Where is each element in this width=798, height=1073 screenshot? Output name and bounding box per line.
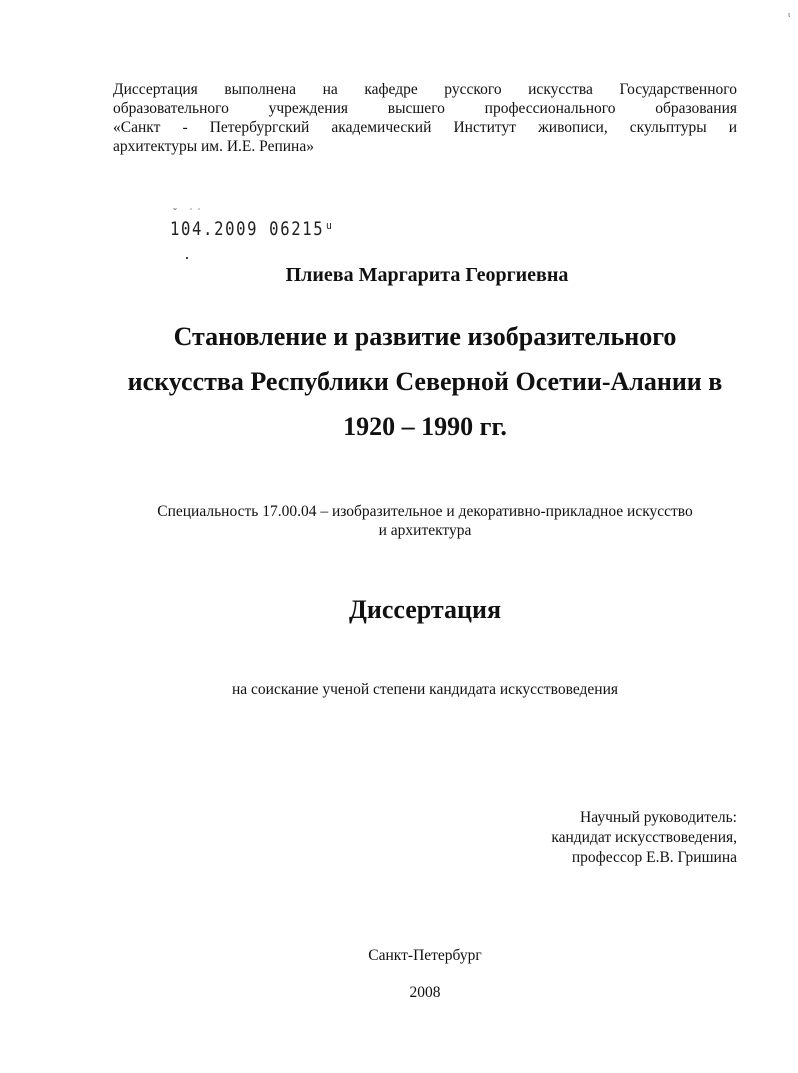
speciality xyxy=(100,502,750,540)
institution-line: архитектуры им. И.Е. Репина» xyxy=(113,138,314,155)
stray-dot xyxy=(186,257,188,259)
document-type: Диссертация xyxy=(348,595,502,624)
supervisor-line: кандидат искусствоведения, xyxy=(551,829,737,846)
inventory-stamp-mark: ᵘ xyxy=(324,218,336,240)
year: 2008 xyxy=(409,984,441,1001)
scan-corner-mark: ι xyxy=(788,10,791,19)
title-line: 1920 – 1990 гг. xyxy=(343,412,507,441)
speciality-line: и архитектура xyxy=(378,522,472,539)
title-line: Становление и развитие изобразительного xyxy=(173,322,677,351)
institution-line: «Санкт - Петербургский академический Институт живописи, скульптуры и xyxy=(113,119,737,136)
inventory-stamp xyxy=(170,218,335,240)
stamp-dots: ˘ ˙˙ xyxy=(172,208,205,219)
institution-line: образовательного учреждения высшего профессионального образования xyxy=(113,100,737,117)
speciality-line: Специальность 17.00.04 – изобразительное и декоративно-прикладное искусство xyxy=(157,503,693,520)
title-line: искусства Республики Северной Осетии-Алании в xyxy=(127,367,723,396)
dissertation-title xyxy=(100,314,750,449)
supervisor-block xyxy=(440,808,737,868)
supervisor-line: профессор Е.В. Гришина xyxy=(571,849,737,866)
institution-paragraph xyxy=(113,80,737,156)
author-name: Плиева Маргарита Георгиевна xyxy=(285,264,569,286)
city: Санкт-Петербург xyxy=(368,947,482,964)
degree-purpose: на соискание ученой степени кандидата искусствоведения xyxy=(231,681,619,698)
institution-line: Диссертация выполнена на кафедре русского искусства Государственного xyxy=(113,81,737,98)
inventory-stamp-number: 104.2009 06215 xyxy=(170,218,325,240)
supervisor-line: Научный руководитель: xyxy=(580,809,737,826)
